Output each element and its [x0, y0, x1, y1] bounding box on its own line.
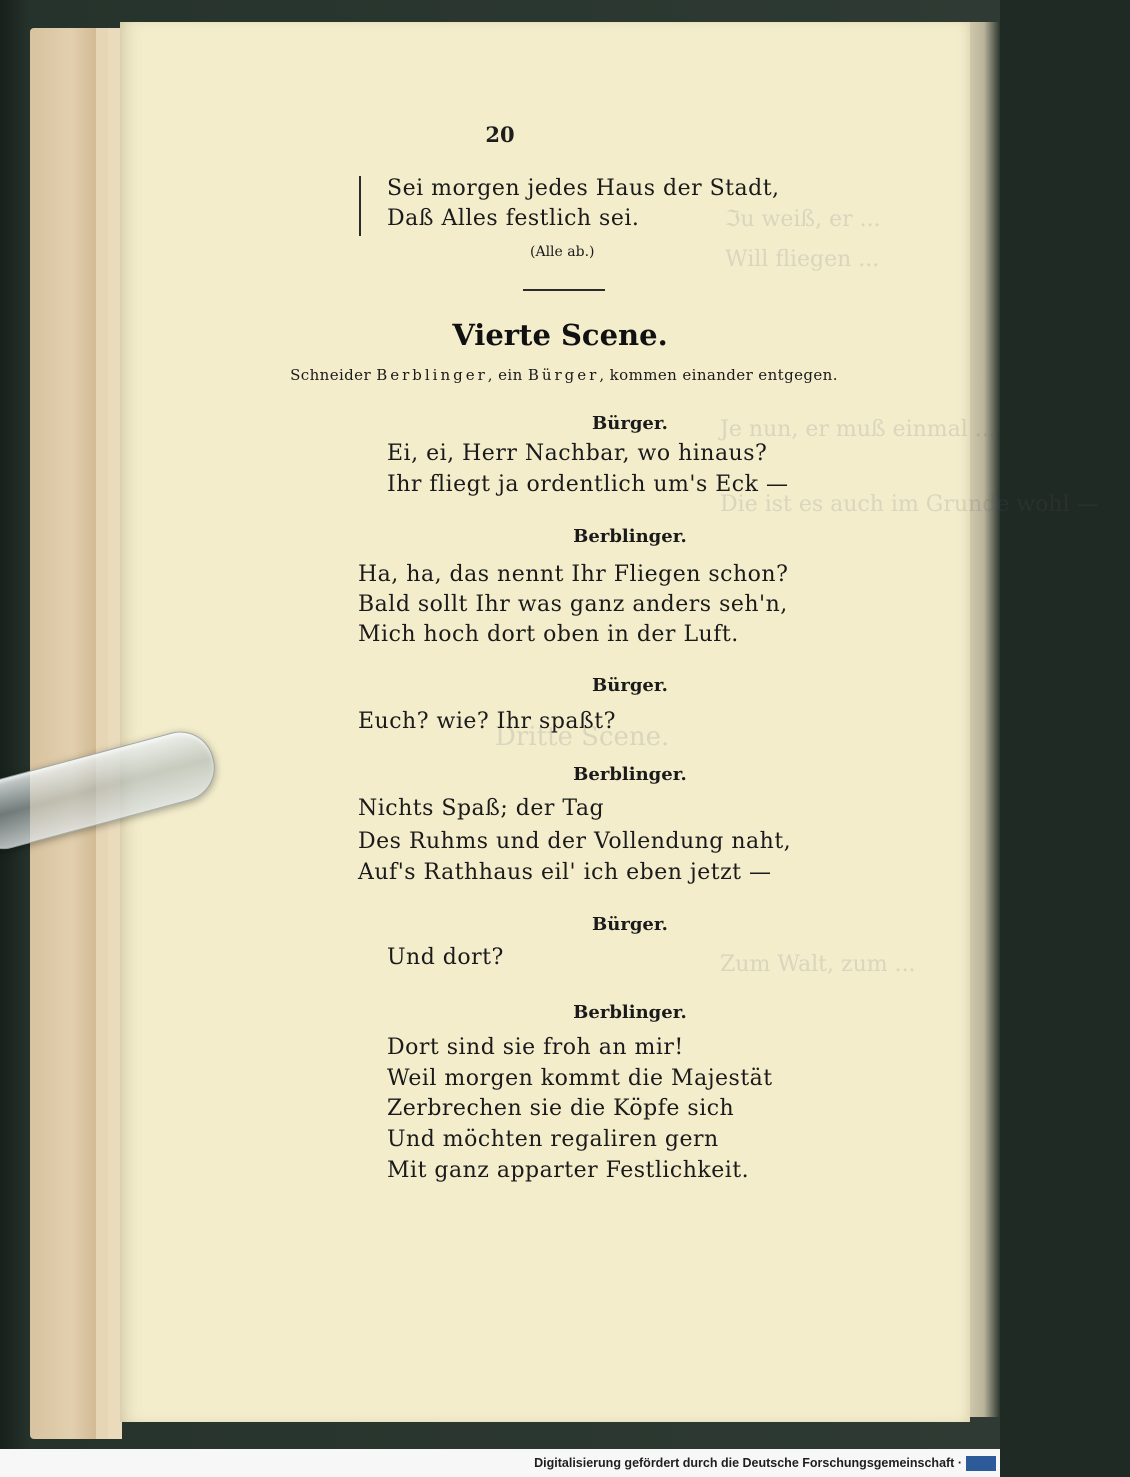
funding-notice: Digitalisierung gefördert durch die Deutsche Forschungsgemeinschaft ·	[534, 1456, 962, 1470]
character-role: Bürger	[527, 366, 600, 384]
dialogue-line: Ihr fliegt ja ordentlich um's Eck —	[387, 472, 789, 497]
speaker-label: Berblinger.	[573, 764, 687, 785]
stage-text: , ein	[487, 366, 523, 384]
dialogue-line: Zerbrechen sie die Köpfe sich	[387, 1096, 735, 1121]
speaker-label: Bürger.	[592, 675, 668, 696]
verse-line: Daß Alles festlich sei.	[387, 206, 640, 231]
dialogue-line: Weil morgen kommt die Majestät	[387, 1066, 773, 1091]
stage-text: , kommen einander entgegen.	[599, 366, 838, 384]
speaker-label: Bürger.	[592, 914, 668, 935]
scene-title: Vierte Scene.	[452, 318, 668, 352]
dialogue-line: Des Ruhms und der Vollendung naht,	[358, 829, 792, 854]
dialogue-line: Bald sollt Ihr was ganz anders seh'n,	[358, 592, 788, 617]
dfg-logo	[966, 1456, 996, 1471]
speaker-label: Bürger.	[592, 413, 668, 434]
scene-divider	[523, 289, 605, 291]
dialogue-line: Und dort?	[387, 945, 504, 970]
page-number: 20	[485, 122, 515, 147]
character-name: Berblinger	[376, 366, 488, 384]
dialogue-line: Mich hoch dort oben in der Luft.	[358, 622, 739, 647]
speaker-label: Berblinger.	[573, 1002, 687, 1023]
dialogue-line: Mit ganz apparter Festlichkeit.	[387, 1158, 750, 1183]
dialogue-line: Ha, ha, das nennt Ihr Fliegen schon?	[358, 562, 789, 587]
scene-stage-direction	[0, 366, 1128, 384]
stage-text: Schneider	[290, 366, 372, 384]
book-page: ℑu weiß, er ... Will fliegen ... Je nun, er muß einmal ... Die ist es auch im Grunde wohl — Dritte Scene. Zum Walt, zum ...	[120, 22, 970, 1422]
dialogue-line: Dort sind sie froh an mir!	[387, 1035, 684, 1060]
dialogue-line: Und möchten regaliren gern	[387, 1127, 719, 1152]
book-edge-left	[30, 28, 100, 1439]
dialogue-line: Auf's Rathhaus eil' ich eben jetzt —	[358, 860, 772, 885]
speaker-label: Berblinger.	[573, 526, 687, 547]
dialogue-line: Ei, ei, Herr Nachbar, wo hinaus?	[387, 441, 768, 466]
dialogue-line: Euch? wie? Ihr spaßt?	[358, 709, 616, 734]
verse-line: Sei morgen jedes Haus der Stadt,	[387, 176, 780, 201]
dialogue-line: Nichts Spaß; der Tag	[358, 796, 605, 821]
verse-bracket	[359, 176, 361, 236]
stage-direction: (Alle ab.)	[530, 244, 595, 260]
